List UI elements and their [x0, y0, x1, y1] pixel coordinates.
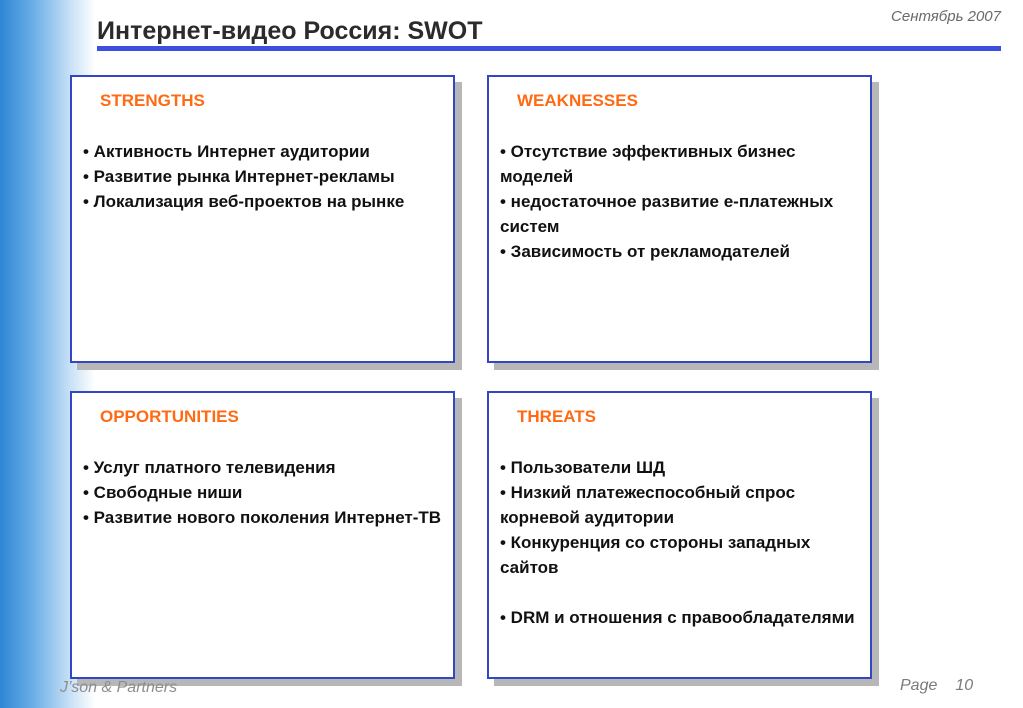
- page-indicator: [900, 677, 973, 695]
- slide-title: Интернет-видео Россия: SWOT: [97, 17, 483, 45]
- list-item: • Отсутствие эффективных бизнес моделей: [500, 142, 796, 186]
- opportunities-list: [83, 455, 445, 530]
- strengths-list: [83, 139, 445, 214]
- threats-box: [487, 391, 872, 679]
- weaknesses-list: [500, 139, 862, 264]
- strengths-box: [70, 75, 455, 363]
- weaknesses-heading: WEAKNESSES: [517, 91, 638, 110]
- threats-list: [500, 455, 862, 630]
- threats-heading: THREATS: [517, 407, 597, 426]
- weaknesses-box: [487, 75, 872, 363]
- list-item: • Услуг платного телевидения: [83, 458, 336, 477]
- list-item: • DRM и отношения с правообладателями: [500, 608, 855, 627]
- list-item: • Развитие рынка Интернет-рекламы: [83, 167, 395, 186]
- page-number: 10: [955, 677, 974, 694]
- list-item: • Конкуренция со стороны западных сайтов: [500, 533, 811, 577]
- page-label: Page: [900, 677, 938, 694]
- title-underline: [97, 46, 1001, 51]
- company-name: J’son & Partners: [60, 679, 178, 696]
- opportunities-heading: OPPORTUNITIES: [100, 407, 239, 426]
- list-item: • Зависимость от рекламодателей: [500, 242, 790, 261]
- list-item: • недостаточное развитие е-платежных систем: [500, 192, 834, 236]
- slide-date: Сентябрь 2007: [891, 8, 1001, 25]
- list-item: • Развитие нового поколения Интернет-ТВ: [83, 508, 442, 527]
- list-item: • Низкий платежеспособный спрос корневой аудитории: [500, 483, 796, 527]
- opportunities-box: [70, 391, 455, 679]
- list-item: • Пользователи ШД: [500, 458, 666, 477]
- list-item: • Свободные ниши: [83, 483, 243, 502]
- list-item: • Локализация веб-проектов на рынке: [83, 192, 405, 211]
- list-item: • Активность Интернет аудитории: [83, 142, 370, 161]
- strengths-heading: STRENGTHS: [100, 91, 205, 110]
